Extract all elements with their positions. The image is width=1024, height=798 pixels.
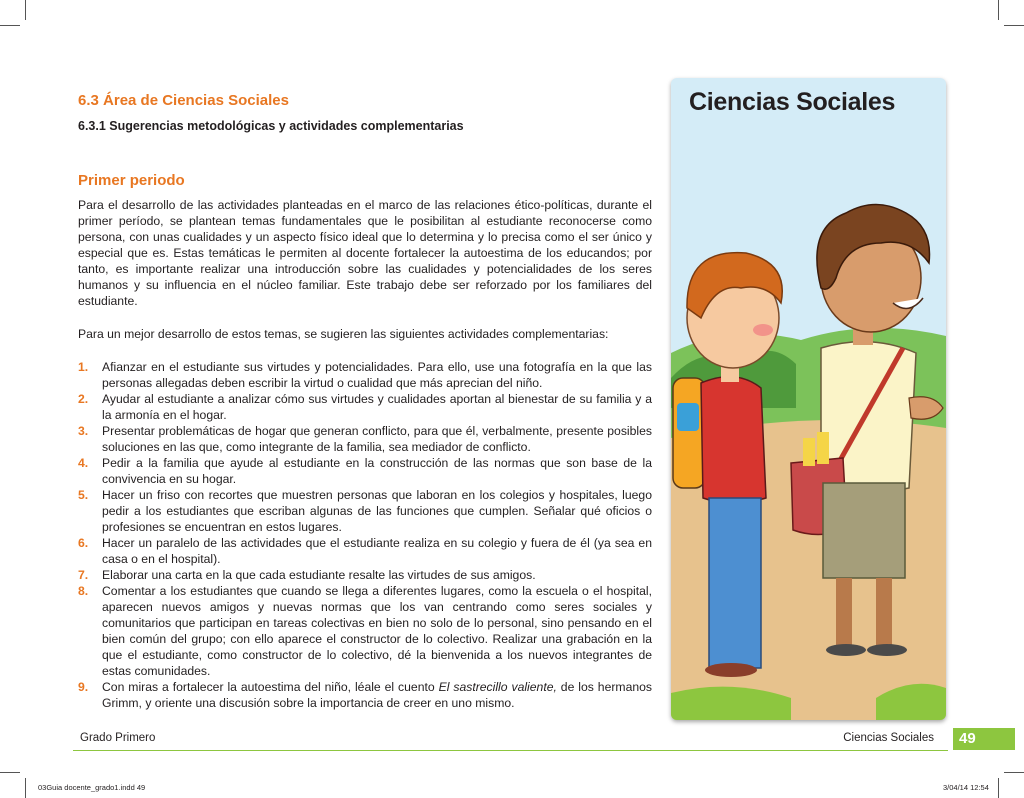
crop-mark [0, 772, 20, 773]
crop-mark [25, 0, 26, 20]
page-number: 49 [953, 728, 1015, 750]
item-number: 7. [78, 568, 89, 582]
leg [836, 578, 852, 650]
list-item [78, 391, 652, 423]
crop-mark [1004, 772, 1024, 773]
footer-grade: Grado Primero [80, 732, 156, 744]
item-number: 6. [78, 536, 89, 550]
print-slug-file: 03Guia docente_grado1.indd 49 [38, 783, 146, 792]
list-item [78, 455, 652, 487]
intro-paragraph: Para el desarrollo de las actividades planteadas en el marco de las relaciones ético-políticas, durante el primer período, se plantean temas fundamentales que le posibilitan al estudiante reconocerse como persona, con unas cualidades y un aspecto físico ideal que lo determina y lo precisa como el ser único y especial que es. Estas temáticas le permiten al docente fortalecer la autoestima de los educandos; por tanto, es importante realizar una introducción sobre las cualidades y potencialidades de los seres humanos y su influencia en el núcleo familiar. Este trabajo debe ser reforzado por los familiares del estudiante. [78, 198, 652, 308]
footer-divider [73, 750, 948, 751]
period-title: Primer periodo [78, 172, 185, 189]
shoe [867, 644, 907, 656]
item-text: Presentar problemáticas de hogar que generan conflicto, para que él, verbalmente, presente posibles soluciones en las que, como integrante de la familia, sea mediador de conflicto. [102, 424, 652, 454]
item-number: 8. [78, 584, 89, 598]
item-text: Hacer un friso con recortes que muestren personas que laboran en los colegios y hospitales, luego pedir a los estudiantes que escriban algunas de las funciones que cumplen. Señalar qué oficios o profesiones se encuentran en estos lugares. [102, 488, 652, 534]
item-text: Hacer un paralelo de las actividades que el estudiante realiza en su colegio y fuera de él (ya sea en casa o en el hospital). [102, 536, 652, 566]
shorts [823, 483, 905, 578]
shoe [705, 663, 757, 677]
item-number: 1. [78, 360, 89, 374]
item-number: 4. [78, 456, 89, 470]
activities-intro-paragraph: Para un mejor desarrollo de estos temas, se sugieren las siguientes actividades complementarias: [78, 327, 609, 341]
book-title: El sastrecillo valiente, [438, 680, 557, 694]
section-title: 6.3 Área de Ciencias Sociales [78, 92, 289, 109]
item-number: 2. [78, 392, 89, 406]
panel-title: Ciencias Sociales [689, 88, 896, 116]
footer-subject: Ciencias Sociales [843, 732, 934, 744]
list-item [78, 423, 652, 455]
list-item [78, 359, 652, 391]
subsection-title: 6.3.1 Sugerencias metodológicas y actividades complementarias [78, 119, 464, 133]
list-item [78, 583, 652, 679]
crop-mark [998, 778, 999, 798]
jeans [709, 498, 761, 668]
crop-mark [25, 778, 26, 798]
item-number: 5. [78, 488, 89, 502]
item-text: Comentar a los estudiantes que cuando se llega a diferentes lugares, como la escuela o el hospital, aparecen nuevos amigos y nuevas normas que los van centrando como seres sociales y comunitarios que participan en tareas colectivas en bien no solo de lo personal, sino pensando en el bien común del grupo; con ello aparece el constructor de lo colectivo. Realizar una grabación en la que el estudiante, como constructor de lo colectivo, dé la bienvenida a los nuevos integrantes de estas comunidades. [102, 584, 652, 678]
backpack [673, 378, 705, 488]
item-text: Ayudar al estudiante a analizar cómo sus virtudes y cualidades aportan al bienestar de su familia y a la armonía en el hogar. [102, 392, 652, 422]
list-item [78, 567, 652, 583]
item-text-after: de los hermanos Grimm, y oriente una discusión sobre la importancia de creer en uno mismo. [102, 680, 652, 710]
illustration-panel [671, 78, 946, 720]
item-text: Pedir a la familia que ayude al estudiante en la construcción de las normas que son base de la convivencia en su hogar. [102, 456, 652, 486]
crop-mark [998, 0, 999, 20]
item-text: Afianzar en el estudiante sus virtudes y potencialidades. Para ello, use una fotografía en la que las personas allegadas deben escribir la virtud o cualidad que más aprecian del niño. [102, 360, 652, 390]
item-text: Elaborar una carta en la que cada estudiante resalte las virtudes de sus amigos. [102, 568, 536, 582]
children-illustration [671, 78, 946, 720]
crop-mark [1004, 25, 1024, 26]
leg [876, 578, 892, 650]
red-jacket [701, 377, 766, 503]
list-item [78, 487, 652, 535]
item-text-before: Con miras a fortalecer la autoestima del niño, léale el cuento [102, 680, 439, 694]
print-slug-date: 3/04/14 12:54 [943, 783, 989, 792]
list-item [78, 679, 652, 711]
list-item [78, 535, 652, 567]
item-number: 3. [78, 424, 89, 438]
shoe [826, 644, 866, 656]
crop-mark [0, 25, 20, 26]
activities-list [78, 359, 652, 711]
item-number: 9. [78, 680, 89, 694]
